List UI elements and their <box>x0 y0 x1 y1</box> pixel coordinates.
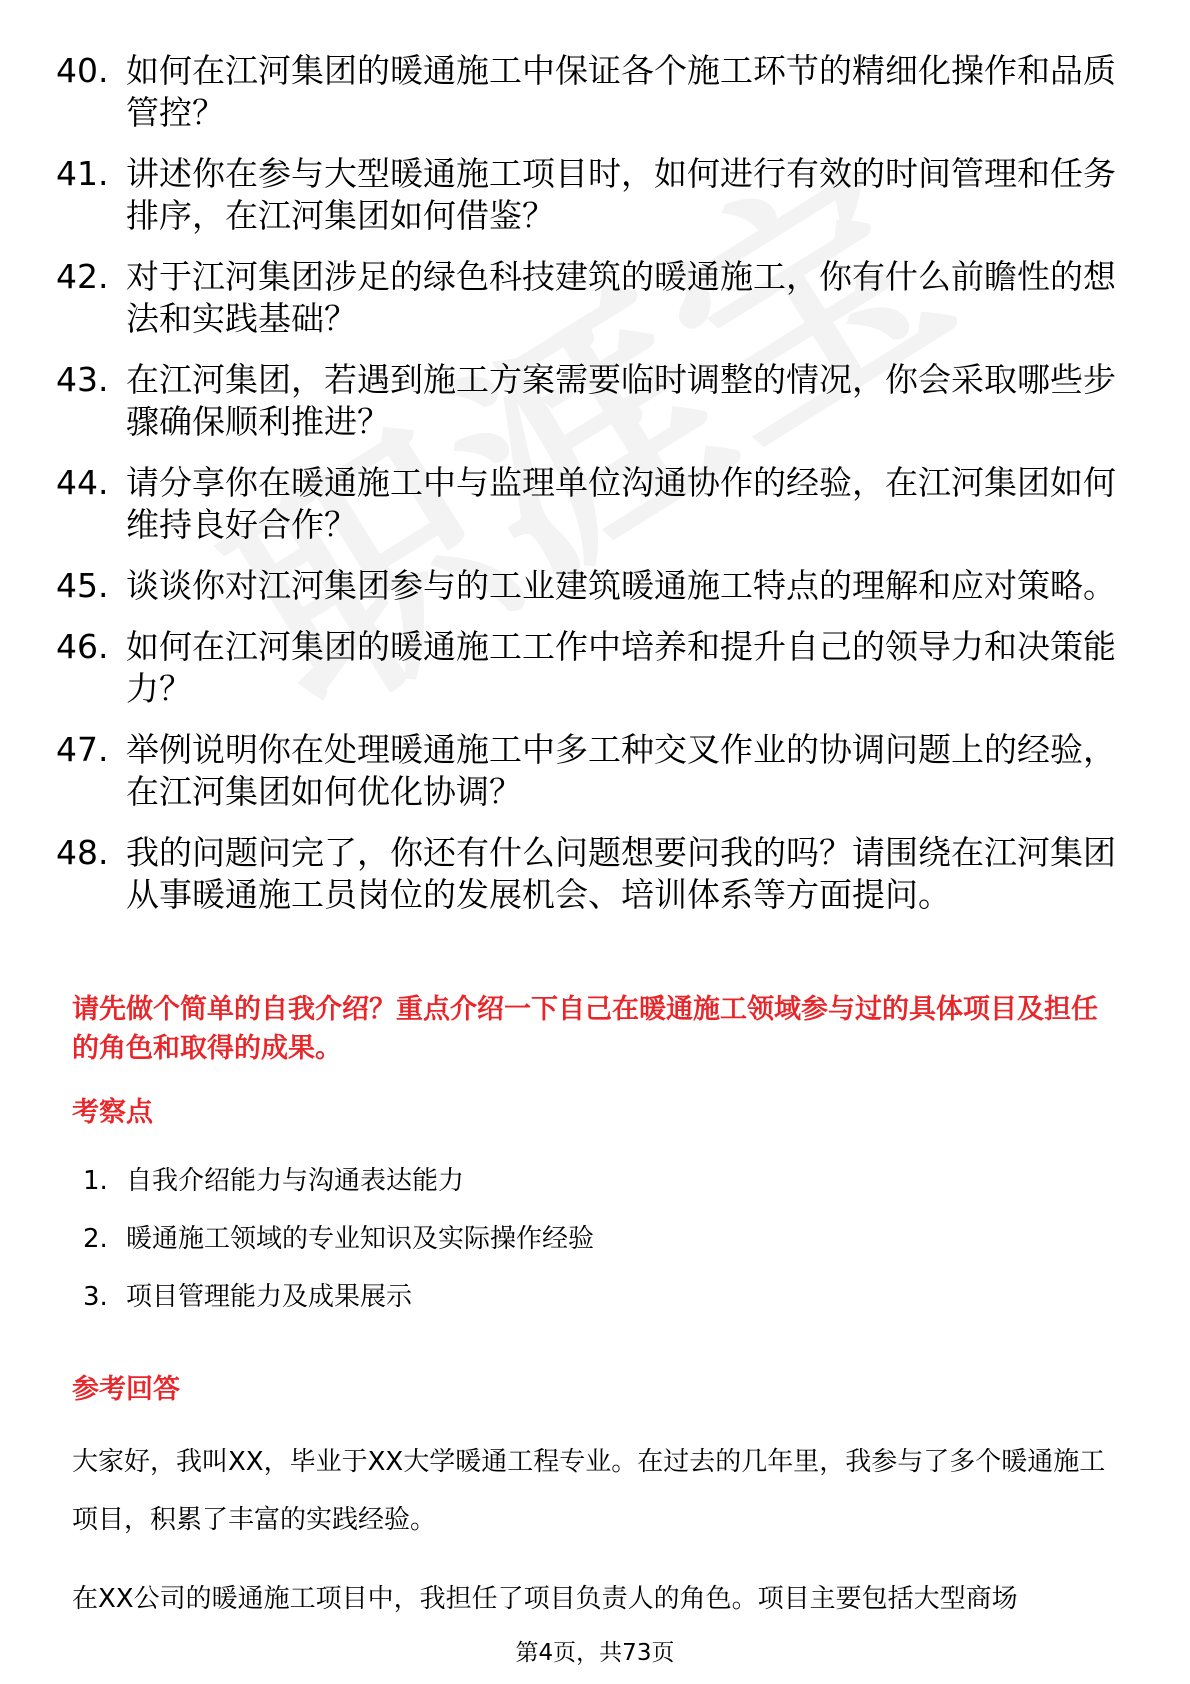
question-number: 47. <box>56 730 109 769</box>
point-item <box>83 1279 983 1315</box>
answer-paragraph: 大家好，我叫XX，毕业于XX大学暖通工程专业。在过去的几年里，我参与了多个暖通施工项目，积累了丰富的实践经验。 <box>72 1447 1106 1535</box>
question-text: 如何在江河集团的暖通施工中保证各个施工环节的精细化操作和品质管控？ <box>126 51 1116 132</box>
question-text: 在江河集团，若遇到施工方案需要临时调整的情况，你会采取哪些步骤确保顺利推进？ <box>126 360 1116 441</box>
page-footer: 第4页，共73页 <box>515 1640 675 1666</box>
question-item <box>56 729 1116 813</box>
question-item <box>56 153 1116 237</box>
point-number: 3. <box>83 1282 108 1312</box>
question-text: 举例说明你在处理暖通施工中多工种交叉作业的协调问题上的经验，在江河集团如何优化协调？ <box>126 730 1116 811</box>
point-text: 项目管理能力及成果展示 <box>126 1282 413 1312</box>
question-list <box>56 50 1116 935</box>
question-item <box>56 626 1116 710</box>
question-item <box>56 359 1116 443</box>
question-item <box>56 462 1116 546</box>
question-number: 41. <box>56 154 109 193</box>
question-number: 44. <box>56 463 109 502</box>
point-text: 自我介绍能力与沟通表达能力 <box>126 1166 465 1196</box>
question-number: 48. <box>56 833 109 872</box>
question-text: 对于江河集团涉足的绿色科技建筑的暖通施工，你有什么前瞻性的想法和实践基础？ <box>126 257 1116 338</box>
section-title-answer: 参考回答 <box>72 1374 180 1405</box>
question-number: 43. <box>56 360 109 399</box>
question-number: 42. <box>56 257 109 296</box>
section-title-points: 考察点 <box>72 1097 153 1128</box>
points-list <box>83 1163 983 1337</box>
answer-paragraph: 在XX公司的暖通施工项目中，我担任了项目负责人的角色。项目主要包括大型商场 <box>72 1584 1018 1614</box>
point-number: 1. <box>83 1166 108 1196</box>
question-item <box>56 565 1116 607</box>
question-text: 如何在江河集团的暖通施工工作中培养和提升自己的领导力和决策能力？ <box>126 627 1116 708</box>
point-text: 暖通施工领域的专业知识及实际操作经验 <box>126 1224 595 1254</box>
question-item <box>56 256 1116 340</box>
question-number: 40. <box>56 51 109 90</box>
question-text: 请分享你在暖通施工中与监理单位沟通协作的经验，在江河集团如何维持良好合作？ <box>126 463 1116 544</box>
question-item <box>56 50 1116 134</box>
point-item <box>83 1221 983 1257</box>
question-item <box>56 832 1116 916</box>
highlight-question: 请先做个简单的自我介绍？重点介绍一下自己在暖通施工领域参与过的具体项目及担任的角色和取得的成果。 <box>72 994 1098 1064</box>
question-text: 讲述你在参与大型暖通施工项目时，如何进行有效的时间管理和任务排序，在江河集团如何借鉴？ <box>126 154 1116 235</box>
question-number: 45. <box>56 566 109 605</box>
question-text: 谈谈你对江河集团参与的工业建筑暖通施工特点的理解和应对策略。 <box>126 566 1116 605</box>
point-number: 2. <box>83 1224 108 1254</box>
point-item <box>83 1163 983 1199</box>
question-text: 我的问题问完了，你还有什么问题想要问我的吗？请围绕在江河集团从事暖通施工员岗位的发展机会、培训体系等方面提问。 <box>126 833 1116 914</box>
question-number: 46. <box>56 627 109 666</box>
